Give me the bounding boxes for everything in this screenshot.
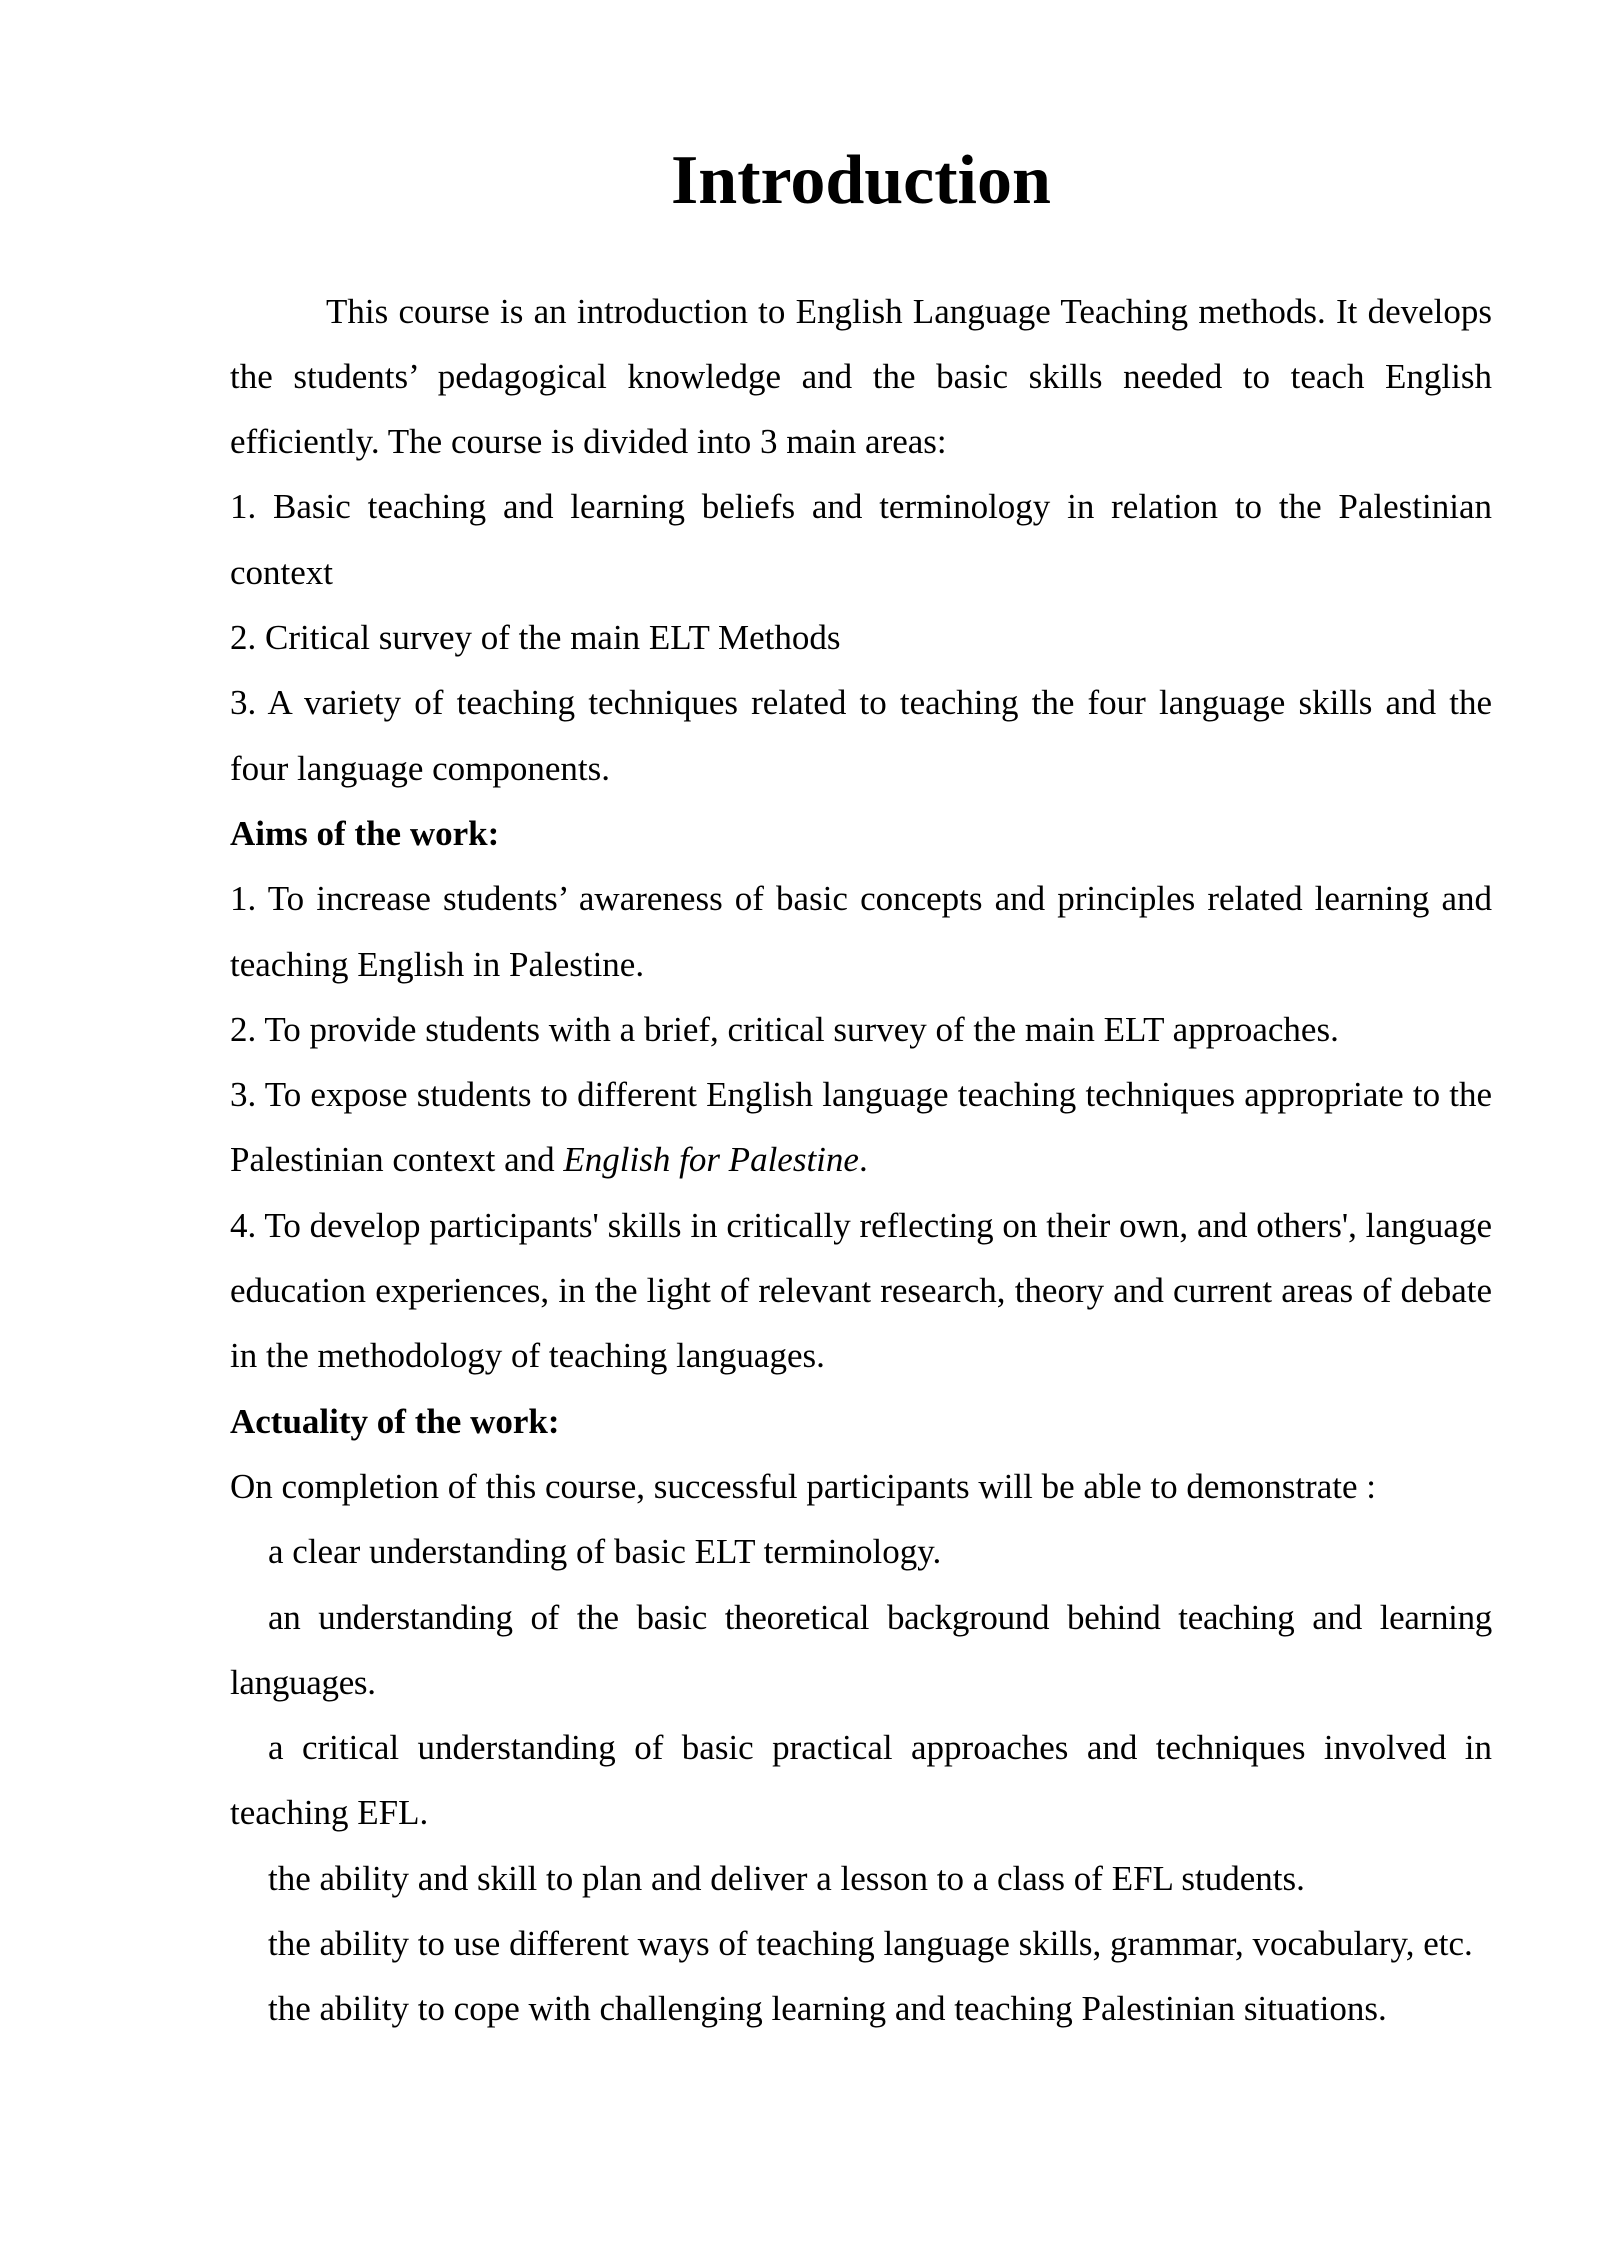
actuality-heading: Actuality of the work: — [230, 1401, 560, 1441]
aims-heading: Aims of the work: — [230, 813, 500, 853]
page-content — [230, 142, 1492, 2042]
area-item-2: 2. Critical survey of the main ELT Methods — [230, 618, 841, 658]
outcome-item-4: the ability and skill to plan and deliver a lesson to a class of EFL students. — [268, 1858, 1305, 1898]
title-spacer — [230, 213, 1492, 278]
outcome-item-3: a critical understanding of basic practical approaches and techniques involved in teaching EFL. — [230, 1728, 1492, 1833]
aim-item-3-end: . — [858, 1140, 868, 1180]
outcome-item-5: the ability to use different ways of teaching language skills, grammar, vocabulary, etc. — [268, 1924, 1473, 1964]
outcome-item-1: a clear understanding of basic ELT terminology. — [268, 1532, 942, 1572]
aim-item-1: 1. To increase students’ awareness of basic concepts and principles related learning and teaching English in Palestine. — [230, 879, 1492, 984]
area-item-1: 1. Basic teaching and learning beliefs and terminology in relation to the Palestinian context — [230, 487, 1492, 592]
aim-item-3-italic-title: English for Palestine — [563, 1140, 859, 1180]
aim-item-3-text: 3. To expose students to different English language teaching techniques appropriate to the Palestinian context and — [230, 1075, 1492, 1180]
area-item-3: 3. A variety of teaching techniques related to teaching the four language skills and the four language components. — [230, 683, 1492, 788]
aim-item-3 — [230, 1062, 1492, 1193]
page-title: Introduction — [671, 142, 1051, 219]
outcome-item-6: the ability to cope with challenging learning and teaching Palestinian situations. — [268, 1989, 1387, 2029]
aim-item-2: 2. To provide students with a brief, critical survey of the main ELT approaches. — [230, 1009, 1339, 1049]
intro-paragraph: This course is an introduction to English Language Teaching methods. It develops the students’ pedagogical knowledge and the basic skills needed to teach English efficiently. The course is divided into 3 main areas: — [230, 291, 1492, 462]
actuality-intro: On completion of this course, successful participants will be able to demonstrate : — [230, 1466, 1376, 1506]
outcome-item-2: an understanding of the basic theoretical background behind teaching and learning languages. — [230, 1597, 1492, 1702]
aim-item-4: 4. To develop participants' skills in critically reflecting on their own, and others', language education experiences, in the light of relevant research, theory and current areas of debate in the methodology of teaching languages. — [230, 1205, 1492, 1376]
